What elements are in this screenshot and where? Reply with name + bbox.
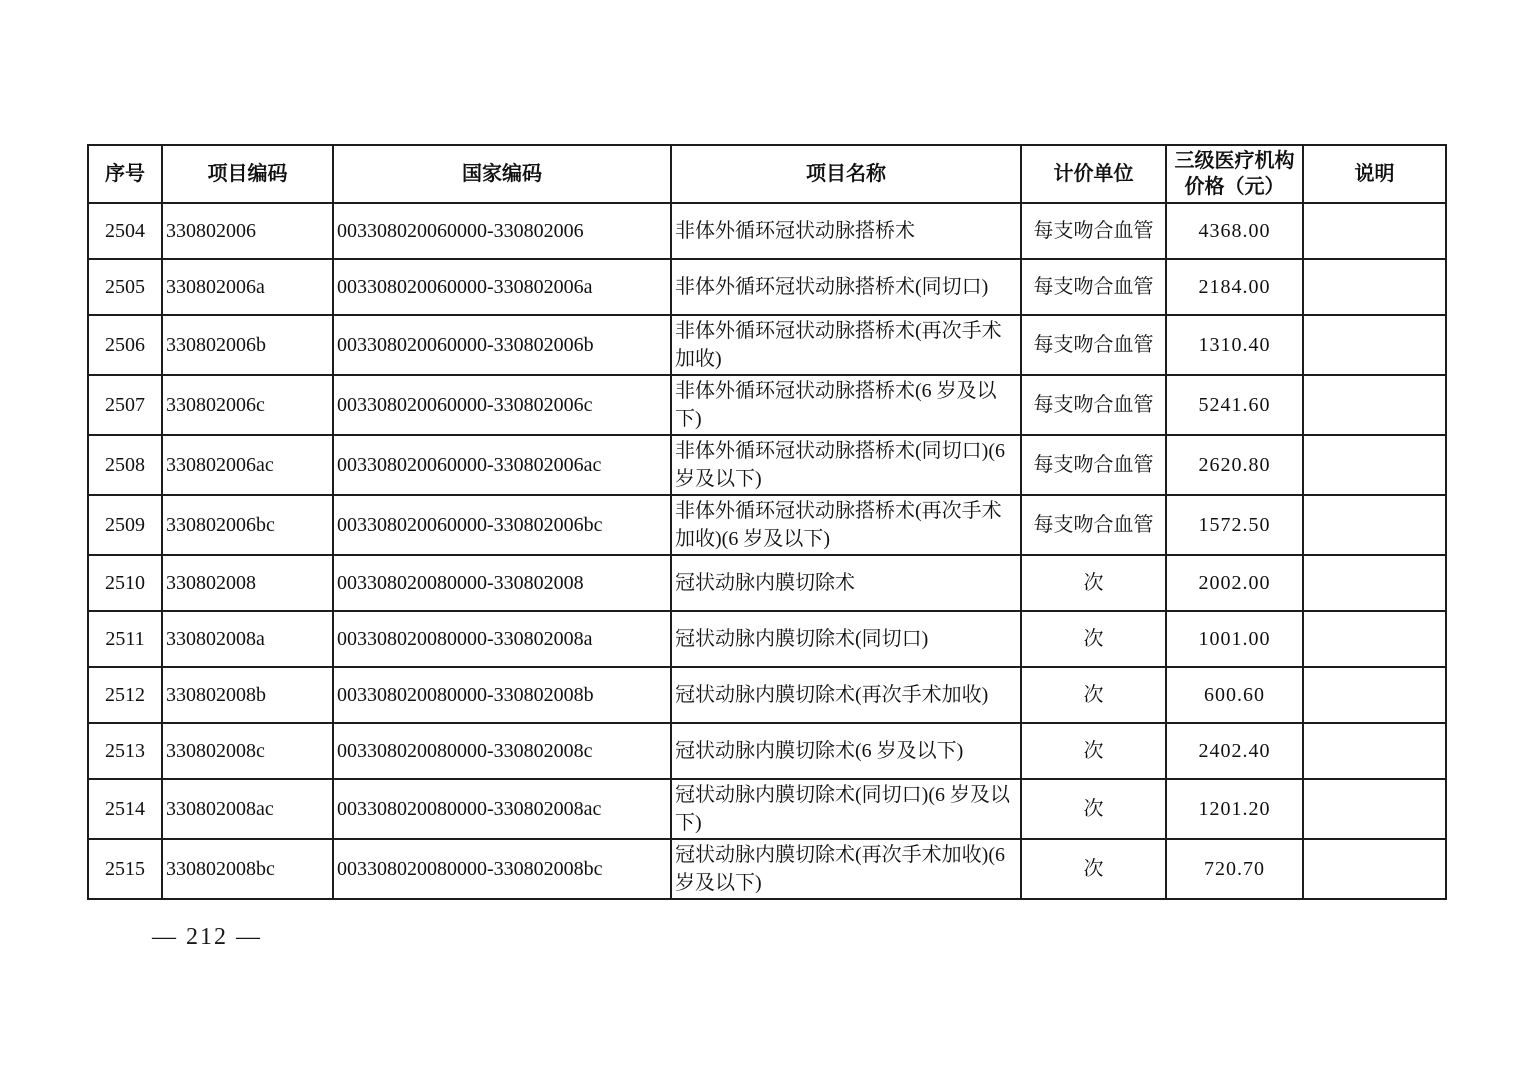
table-row (88, 495, 1446, 555)
cell-note (1303, 723, 1446, 779)
cell-national-code: 003308020080000-330802008bc (333, 839, 671, 899)
cell-unit: 次 (1021, 611, 1166, 667)
header-unit: 计价单位 (1021, 145, 1166, 203)
table-row (88, 375, 1446, 435)
cell-note (1303, 435, 1446, 495)
table-row (88, 555, 1446, 611)
cell-price: 5241.60 (1166, 375, 1303, 435)
cell-national-code: 003308020060000-330802006b (333, 315, 671, 375)
cell-unit: 每支吻合血管 (1021, 315, 1166, 375)
cell-price: 2402.40 (1166, 723, 1303, 779)
table-row (88, 259, 1446, 315)
cell-unit: 次 (1021, 779, 1166, 839)
cell-national-code: 003308020060000-330802006ac (333, 435, 671, 495)
cell-name: 非体外循环冠状动脉搭桥术(同切口) (671, 259, 1021, 315)
page-number: — 212 — (152, 924, 262, 950)
cell-unit: 次 (1021, 839, 1166, 899)
cell-name: 非体外循环冠状动脉搭桥术(6 岁及以下) (671, 375, 1021, 435)
cell-name: 非体外循环冠状动脉搭桥术 (671, 203, 1021, 259)
cell-seq: 2513 (88, 723, 162, 779)
cell-unit: 次 (1021, 723, 1166, 779)
cell-unit: 每支吻合血管 (1021, 259, 1166, 315)
cell-note (1303, 259, 1446, 315)
cell-seq: 2505 (88, 259, 162, 315)
cell-price: 600.60 (1166, 667, 1303, 723)
table-header-row (88, 145, 1446, 203)
header-price (1166, 145, 1303, 203)
cell-unit: 每支吻合血管 (1021, 435, 1166, 495)
cell-price: 1001.00 (1166, 611, 1303, 667)
cell-name: 冠状动脉内膜切除术(再次手术加收) (671, 667, 1021, 723)
table-row (88, 611, 1446, 667)
cell-seq: 2512 (88, 667, 162, 723)
cell-national-code: 003308020060000-330802006c (333, 375, 671, 435)
cell-note (1303, 779, 1446, 839)
cell-project-code: 330802006bc (162, 495, 333, 555)
cell-price: 2184.00 (1166, 259, 1303, 315)
cell-note (1303, 495, 1446, 555)
cell-national-code: 003308020060000-330802006bc (333, 495, 671, 555)
cell-unit: 每支吻合血管 (1021, 495, 1166, 555)
cell-note (1303, 611, 1446, 667)
table-row (88, 203, 1446, 259)
cell-project-code: 330802008 (162, 555, 333, 611)
cell-price: 720.70 (1166, 839, 1303, 899)
cell-name: 非体外循环冠状动脉搭桥术(同切口)(6 岁及以下) (671, 435, 1021, 495)
cell-national-code: 003308020080000-330802008c (333, 723, 671, 779)
header-price-line1: 三级医疗机构 (1174, 150, 1295, 172)
header-name: 项目名称 (671, 145, 1021, 203)
cell-project-code: 330802008ac (162, 779, 333, 839)
cell-name: 冠状动脉内膜切除术(6 岁及以下) (671, 723, 1021, 779)
cell-project-code: 330802008b (162, 667, 333, 723)
cell-seq: 2507 (88, 375, 162, 435)
table-row (88, 839, 1446, 899)
table-row (88, 723, 1446, 779)
cell-price: 1201.20 (1166, 779, 1303, 839)
cell-note (1303, 375, 1446, 435)
cell-national-code: 003308020080000-330802008b (333, 667, 671, 723)
cell-national-code: 003308020080000-330802008 (333, 555, 671, 611)
header-national-code: 国家编码 (333, 145, 671, 203)
cell-seq: 2510 (88, 555, 162, 611)
header-seq: 序号 (88, 145, 162, 203)
cell-price: 2002.00 (1166, 555, 1303, 611)
cell-project-code: 330802006a (162, 259, 333, 315)
cell-seq: 2506 (88, 315, 162, 375)
cell-seq: 2515 (88, 839, 162, 899)
cell-national-code: 003308020080000-330802008ac (333, 779, 671, 839)
cell-price: 1310.40 (1166, 315, 1303, 375)
table-row (88, 779, 1446, 839)
table-row (88, 435, 1446, 495)
cell-project-code: 330802006 (162, 203, 333, 259)
cell-note (1303, 667, 1446, 723)
cell-name: 非体外循环冠状动脉搭桥术(再次手术加收) (671, 315, 1021, 375)
header-project-code: 项目编码 (162, 145, 333, 203)
cell-name: 冠状动脉内膜切除术(同切口)(6 岁及以下) (671, 779, 1021, 839)
cell-national-code: 003308020060000-330802006 (333, 203, 671, 259)
cell-project-code: 330802008bc (162, 839, 333, 899)
cell-project-code: 330802008a (162, 611, 333, 667)
cell-unit: 每支吻合血管 (1021, 375, 1166, 435)
table-row (88, 667, 1446, 723)
cell-price: 2620.80 (1166, 435, 1303, 495)
cell-project-code: 330802006ac (162, 435, 333, 495)
cell-seq: 2514 (88, 779, 162, 839)
cell-price: 1572.50 (1166, 495, 1303, 555)
cell-unit: 每支吻合血管 (1021, 203, 1166, 259)
cell-note (1303, 315, 1446, 375)
cell-unit: 次 (1021, 667, 1166, 723)
cell-note (1303, 203, 1446, 259)
cell-project-code: 330802008c (162, 723, 333, 779)
header-note: 说明 (1303, 145, 1446, 203)
cell-national-code: 003308020080000-330802008a (333, 611, 671, 667)
cell-name: 非体外循环冠状动脉搭桥术(再次手术加收)(6 岁及以下) (671, 495, 1021, 555)
cell-price: 4368.00 (1166, 203, 1303, 259)
header-price-line2: 价格（元） (1184, 176, 1285, 198)
cell-seq: 2504 (88, 203, 162, 259)
cell-seq: 2511 (88, 611, 162, 667)
cell-project-code: 330802006c (162, 375, 333, 435)
table-row (88, 315, 1446, 375)
cell-name: 冠状动脉内膜切除术(再次手术加收)(6 岁及以下) (671, 839, 1021, 899)
cell-name: 冠状动脉内膜切除术 (671, 555, 1021, 611)
cell-note (1303, 555, 1446, 611)
cell-national-code: 003308020060000-330802006a (333, 259, 671, 315)
cell-note (1303, 839, 1446, 899)
cell-seq: 2508 (88, 435, 162, 495)
cell-unit: 次 (1021, 555, 1166, 611)
price-table (87, 144, 1447, 900)
cell-seq: 2509 (88, 495, 162, 555)
cell-name: 冠状动脉内膜切除术(同切口) (671, 611, 1021, 667)
cell-project-code: 330802006b (162, 315, 333, 375)
